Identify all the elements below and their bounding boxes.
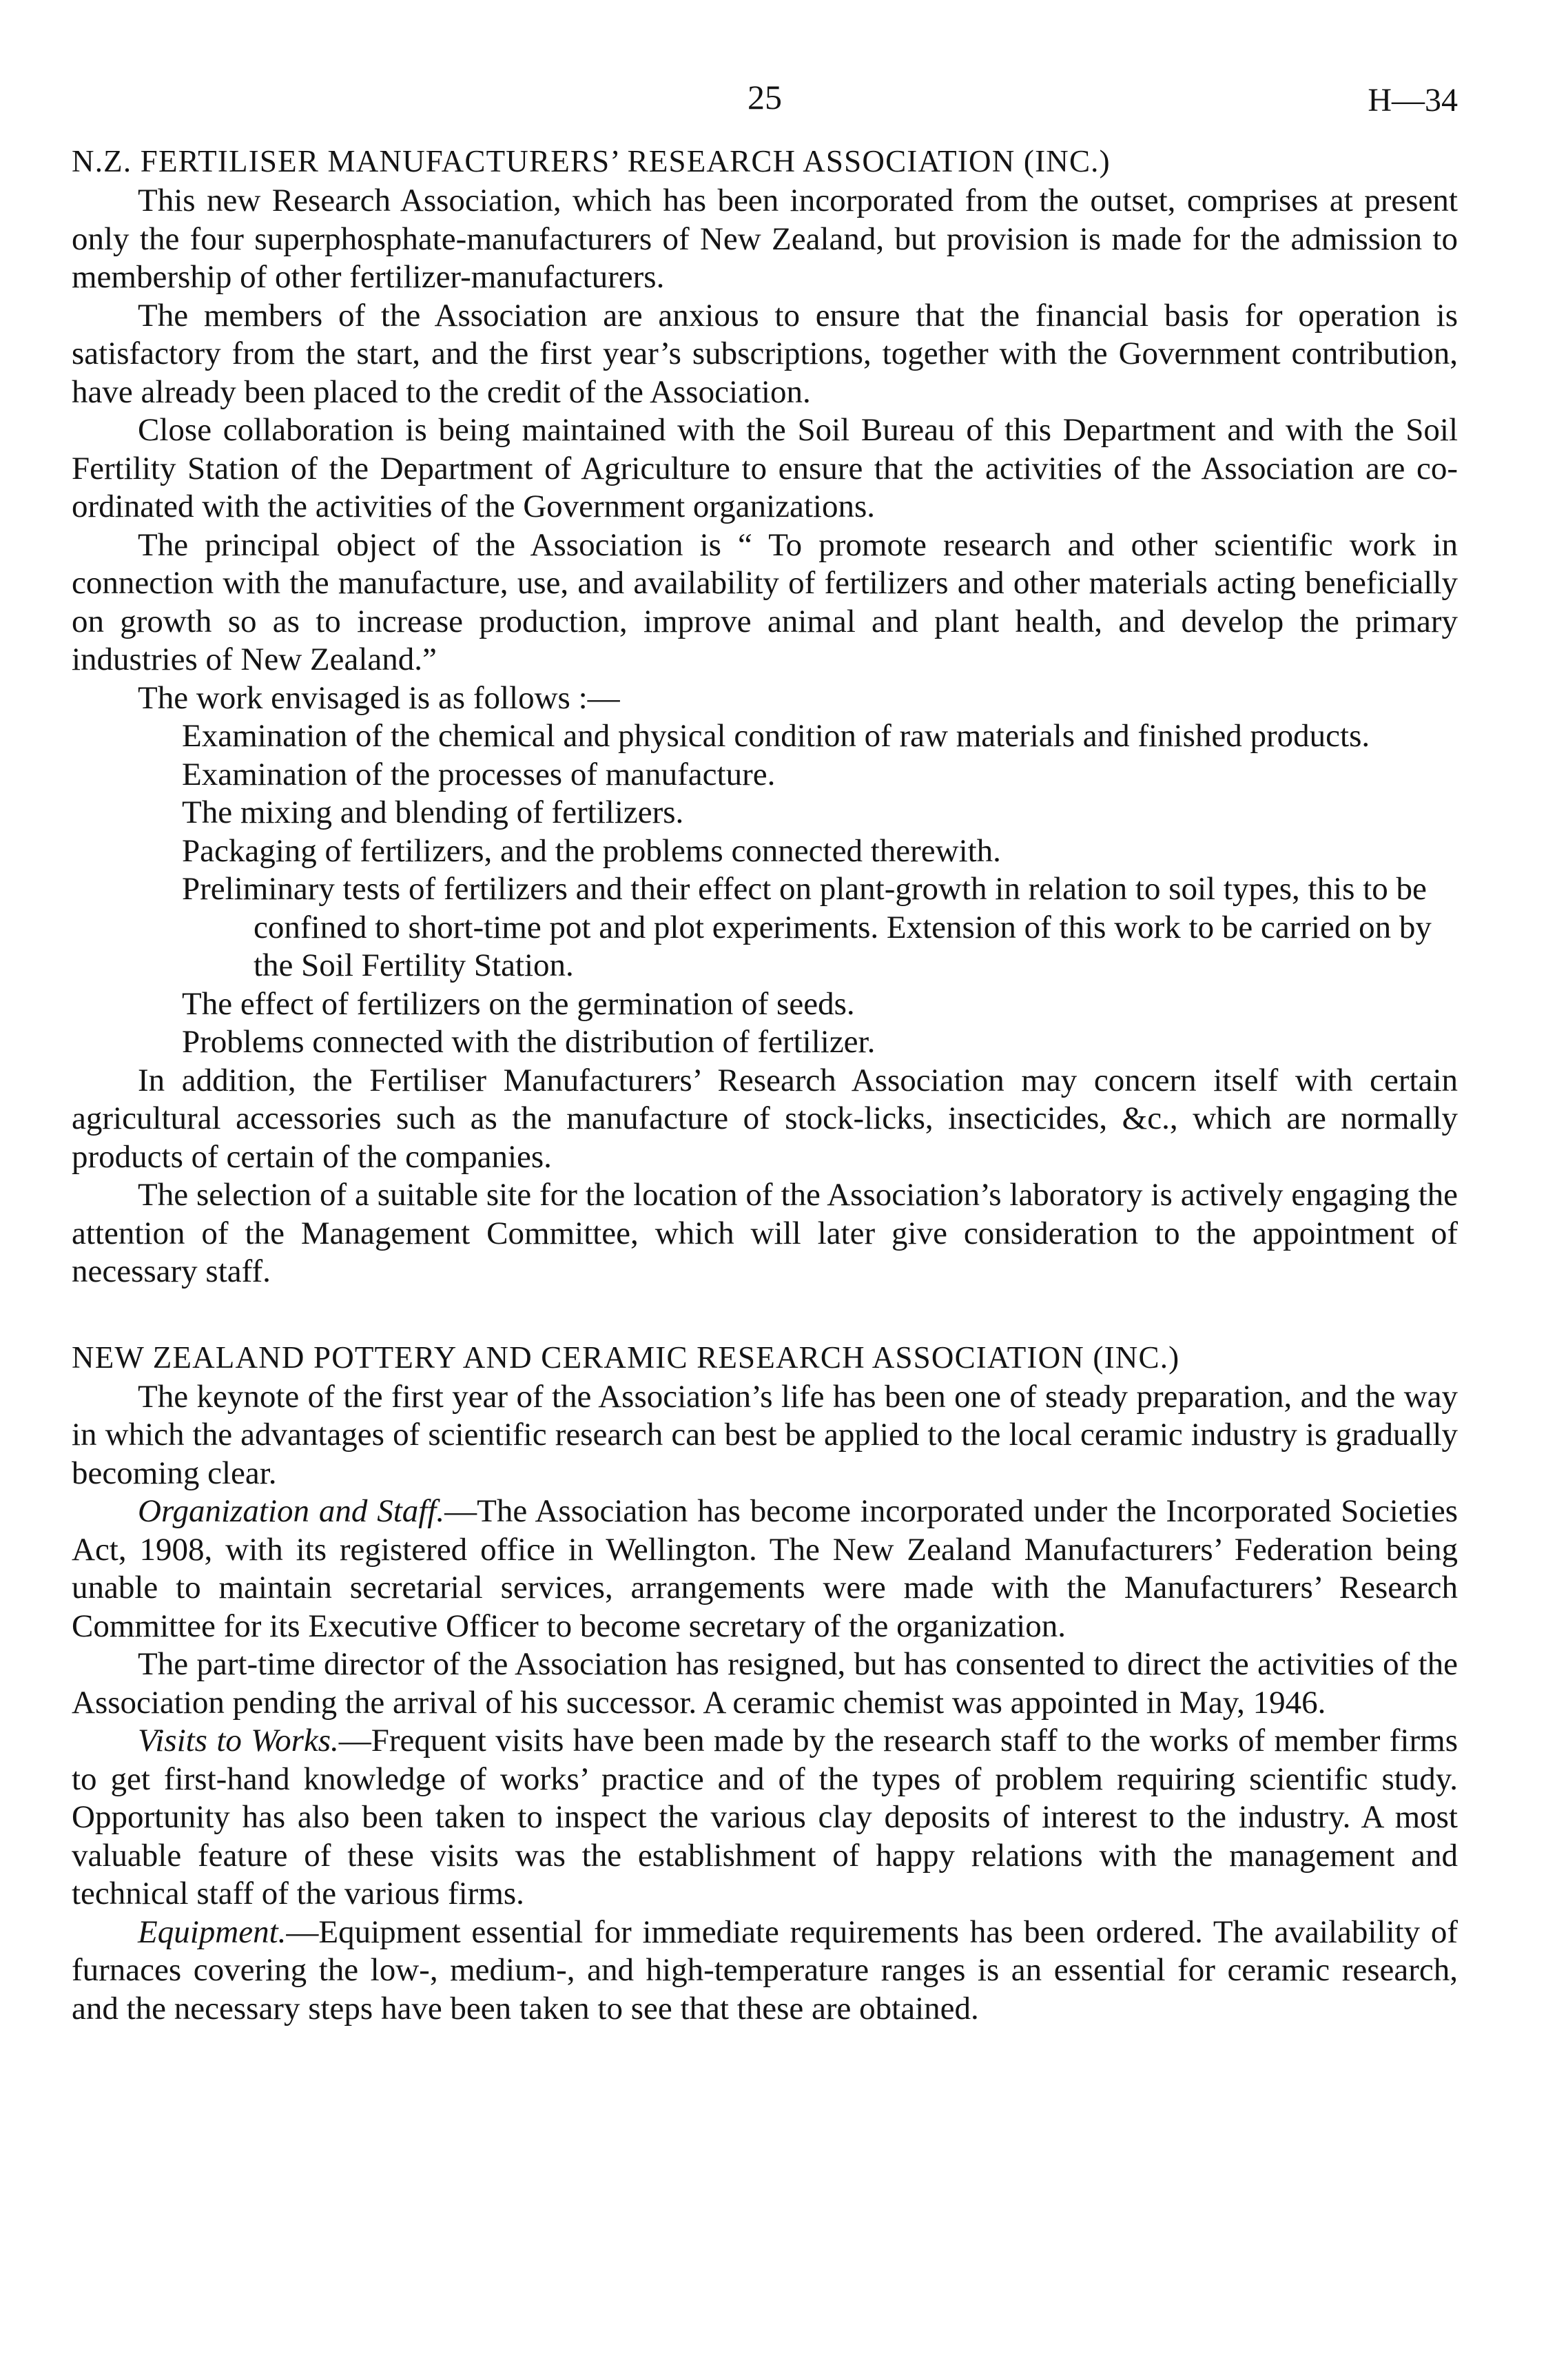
pottery-section xyxy=(72,1340,1458,2029)
list-item: The effect of fertilizers on the germination of seeds. xyxy=(182,985,855,1022)
fertiliser-paragraph-membership: This new Research Association, which has been incorporated from the outset, comprises at present only the four superphosphate-manufacturers of New Zealand, but provision is made for the admission to membership of other fertilizer-manufacturers. xyxy=(72,183,1458,295)
list-item: Examination of the chemical and physical condition of raw materials and finished products. xyxy=(182,718,1370,754)
equipment-lead: Equipment. xyxy=(138,1914,287,1950)
work-items-list xyxy=(72,717,1458,1062)
fertiliser-paragraph-object: The principal object of the Association is “ To promote research and other scientific work in connection with the manufacture, use, and availability of fertilizers and other materials acting beneficially on growth so as to increase production, improve animal and plant health, and develop the primary industries of New Zealand.” xyxy=(72,526,1458,677)
visits-lead: Visits to Works. xyxy=(138,1723,339,1758)
fertiliser-paragraph-laboratory: The selection of a suitable site for the location of the Association’s laboratory is actively engaging the attention of the Management Committee, which will later give consideration to the appointment of necessary staff. xyxy=(72,1177,1458,1289)
list-item: Preliminary tests of fertilizers and their effect on plant-growth in relation to soil types, this to be confined to short-time pot and plot experiments. Extension of this work to be carried on by the Soil Fertility Station. xyxy=(182,871,1432,983)
pottery-paragraph-organization xyxy=(72,1492,1458,1645)
list-item: Examination of the processes of manufacture. xyxy=(182,756,776,792)
document-reference: H—34 xyxy=(1368,82,1458,119)
equipment-text: —Equipment essential for immediate requirements has been ordered. The availability of furnaces covering the low-, medium-, and high-temperature ranges is an essential for ceramic research, and the necessary steps have been taken to see that these are obtained. xyxy=(72,1914,1458,2027)
list-item: Packaging of fertilizers, and the problems connected therewith. xyxy=(182,832,1001,869)
pottery-section-title: NEW ZEALAND POTTERY AND CERAMIC RESEARCH ASSOCIATION (INC.) xyxy=(72,1340,1180,1375)
pottery-paragraph-intro: The keynote of the first year of the Association’s life has been one of steady preparation, and the way in which the advantages of scientific research can best be applied to the local ceramic industry is gradually becoming clear. xyxy=(72,1378,1458,1491)
page-header xyxy=(72,77,1458,143)
pottery-paragraph-equipment xyxy=(72,1914,1458,2029)
fertiliser-paragraph-finance: The members of the Association are anxious to ensure that the financial basis for operation is satisfactory from the start, and the first year’s subscriptions, together with the Government contribution, have already been placed to the credit of the Association. xyxy=(72,297,1458,410)
organization-text: —The Association has become incorporated under the Incorporated Societies Act, 1908, with its registered office in Wellington. The New Zealand Manufacturers’ Federation being unable to maintain secretarial services, arrangements were made with the Manufacturers’ Research Committee for its Executive Officer to become secretary of the organization. xyxy=(72,1493,1458,1644)
list-item: Problems connected with the distribution of fertilizer. xyxy=(182,1024,876,1060)
visits-text: —Frequent visits have been made by the research staff to the works of member firms to get first-hand knowledge of works’ practice and of the types of problem requiring scientific study. Opportunity has also been taken to inspect the various clay deposits of interest to the industry. A most valuable feature of these visits was the establishment of happy relations with the management and technical staff of the various firms. xyxy=(72,1723,1458,1911)
section-divider xyxy=(72,1291,1458,1340)
fertiliser-paragraph-collaboration: Close collaboration is being maintained with the Soil Bureau of this Department and with the Soil Fertility Station of the Department of Agriculture to ensure that the activities of the Association are co-ordinated with the activities of the Government organizations. xyxy=(72,412,1458,524)
fertiliser-paragraph-work-intro: The work envisaged is as follows :— xyxy=(138,679,620,716)
pottery-paragraph-visits xyxy=(72,1722,1458,1914)
list-item: The mixing and blending of fertilizers. xyxy=(182,794,684,830)
pottery-paragraph-director: The part-time director of the Association has resigned, but has consented to direct the activities of the Association pending the arrival of his successor. A ceramic chemist was appointed in May, 1946. xyxy=(72,1646,1458,1721)
fertiliser-section-title: N.Z. FERTILISER MANUFACTURERS’ RESEARCH ASSOCIATION (INC.) xyxy=(72,144,1111,178)
page-number: 25 xyxy=(748,78,782,116)
organization-lead: Organization and Staff. xyxy=(138,1493,445,1529)
document-page xyxy=(72,77,1458,2028)
fertiliser-paragraph-accessories: In addition, the Fertiliser Manufacturers’ Research Association may concern itself with certain agricultural accessories such as the manufacture of stock-licks, insecticides, &c., which are normally products of certain of the companies. xyxy=(72,1062,1458,1175)
fertiliser-section xyxy=(72,143,1458,1291)
